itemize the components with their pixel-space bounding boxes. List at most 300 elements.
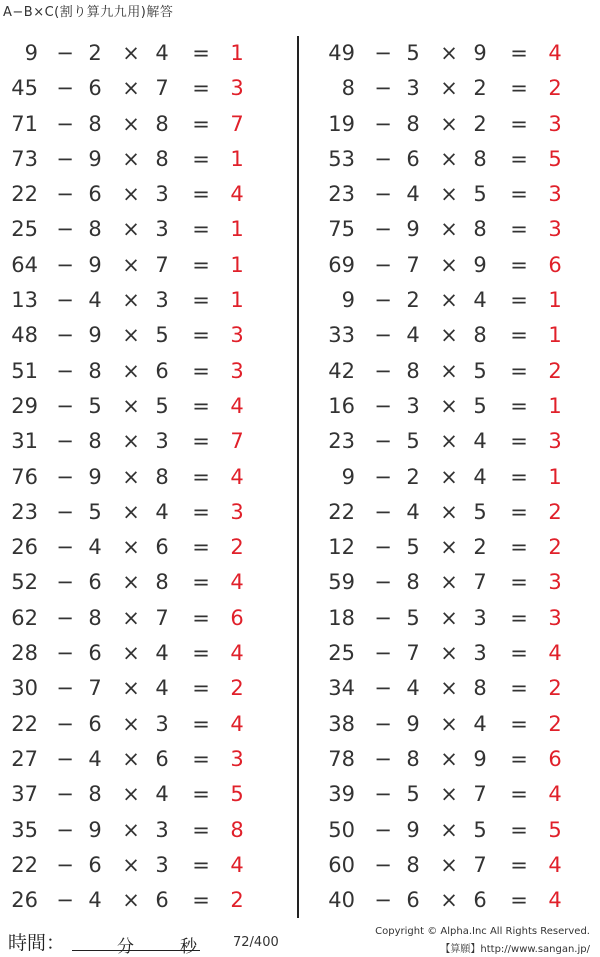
problem-row bbox=[0, 212, 290, 247]
times-sign: × bbox=[122, 288, 140, 313]
answer-number: 4 bbox=[230, 393, 244, 418]
multiplier-number: 4 bbox=[473, 711, 487, 736]
equals-sign: = bbox=[192, 358, 210, 383]
multiplicand-number: 2 bbox=[88, 41, 102, 65]
times-sign: × bbox=[122, 111, 140, 136]
minus-sign: − bbox=[56, 464, 74, 489]
times-sign: × bbox=[122, 429, 140, 454]
multiplicand-number: 4 bbox=[406, 182, 420, 207]
minus-sign: − bbox=[374, 429, 392, 454]
multiplier-number: 5 bbox=[473, 182, 487, 207]
multiplier-number: 8 bbox=[155, 570, 169, 595]
problem-row bbox=[318, 707, 600, 742]
multiplicand-number: 4 bbox=[88, 288, 102, 313]
times-sign: × bbox=[122, 76, 140, 101]
problem-row bbox=[0, 530, 290, 565]
times-sign: × bbox=[440, 782, 458, 807]
answer-number: 1 bbox=[548, 323, 562, 348]
multiplicand-number: 6 bbox=[88, 76, 102, 101]
times-sign: × bbox=[440, 570, 458, 595]
minus-sign: − bbox=[56, 358, 74, 383]
answer-number: 7 bbox=[230, 429, 244, 454]
multiplier-number: 2 bbox=[473, 535, 487, 560]
multiplier-number: 4 bbox=[473, 288, 487, 313]
multiplicand-number: 8 bbox=[406, 570, 420, 595]
minus-sign: − bbox=[56, 217, 74, 242]
multiplicand-number: 9 bbox=[406, 217, 420, 242]
answer-number: 3 bbox=[230, 76, 244, 101]
minuend-number: 23 bbox=[328, 182, 355, 207]
equals-sign: = bbox=[510, 746, 528, 771]
worksheet-title: A−B×C(割り算九九用)解答 bbox=[3, 5, 174, 20]
problem-row bbox=[318, 424, 600, 459]
minus-sign: − bbox=[374, 852, 392, 877]
minuend-number: 25 bbox=[11, 217, 38, 242]
minus-sign: − bbox=[56, 817, 74, 842]
minus-sign: − bbox=[374, 182, 392, 207]
answer-number: 3 bbox=[548, 570, 562, 595]
minuend-number: 78 bbox=[328, 746, 355, 771]
equals-sign: = bbox=[510, 535, 528, 560]
problem-row bbox=[0, 742, 290, 777]
equals-sign: = bbox=[192, 676, 210, 701]
problem-row bbox=[318, 354, 600, 389]
multiplier-number: 7 bbox=[473, 852, 487, 877]
times-sign: × bbox=[440, 535, 458, 560]
times-sign: × bbox=[440, 605, 458, 630]
minus-sign: − bbox=[374, 746, 392, 771]
multiplier-number: 5 bbox=[473, 358, 487, 383]
problem-row bbox=[318, 460, 600, 495]
multiplicand-number: 7 bbox=[88, 676, 102, 701]
minus-sign: − bbox=[56, 429, 74, 454]
minus-sign: − bbox=[56, 852, 74, 877]
equals-sign: = bbox=[510, 429, 528, 454]
multiplicand-number: 5 bbox=[88, 499, 102, 524]
equals-sign: = bbox=[192, 499, 210, 524]
minuend-number: 9 bbox=[341, 464, 355, 489]
multiplier-number: 3 bbox=[155, 182, 169, 207]
multiplicand-number: 8 bbox=[88, 217, 102, 242]
minuend-number: 59 bbox=[328, 570, 355, 595]
times-sign: × bbox=[122, 605, 140, 630]
equals-sign: = bbox=[510, 782, 528, 807]
minus-sign: − bbox=[56, 535, 74, 560]
minus-sign: − bbox=[56, 746, 74, 771]
multiplier-number: 5 bbox=[155, 323, 169, 348]
multiplicand-number: 3 bbox=[406, 76, 420, 101]
minus-sign: − bbox=[374, 570, 392, 595]
minuend-number: 8 bbox=[341, 76, 355, 101]
minutes-unit: 分 bbox=[117, 937, 134, 957]
multiplicand-number: 8 bbox=[88, 111, 102, 136]
minus-sign: − bbox=[56, 41, 74, 65]
multiplicand-number: 9 bbox=[88, 817, 102, 842]
answer-number: 4 bbox=[230, 182, 244, 207]
equals-sign: = bbox=[510, 711, 528, 736]
times-sign: × bbox=[122, 252, 140, 277]
minus-sign: − bbox=[56, 182, 74, 207]
minuend-number: 30 bbox=[11, 676, 38, 701]
multiplier-number: 5 bbox=[473, 499, 487, 524]
equals-sign: = bbox=[192, 888, 210, 913]
equals-sign: = bbox=[510, 146, 528, 171]
multiplier-number: 7 bbox=[155, 252, 169, 277]
page-number: 72/400 bbox=[233, 935, 279, 950]
answer-number: 3 bbox=[548, 182, 562, 207]
multiplicand-number: 2 bbox=[406, 288, 420, 313]
equals-sign: = bbox=[192, 641, 210, 666]
times-sign: × bbox=[440, 676, 458, 701]
problem-row bbox=[318, 389, 600, 424]
equals-sign: = bbox=[510, 570, 528, 595]
minuend-number: 40 bbox=[328, 888, 355, 913]
multiplicand-number: 4 bbox=[406, 323, 420, 348]
equals-sign: = bbox=[510, 217, 528, 242]
minus-sign: − bbox=[56, 605, 74, 630]
problem-row bbox=[318, 142, 600, 177]
minus-sign: − bbox=[374, 711, 392, 736]
multiplicand-number: 4 bbox=[88, 746, 102, 771]
times-sign: × bbox=[440, 888, 458, 913]
minuend-number: 75 bbox=[328, 217, 355, 242]
minus-sign: − bbox=[56, 499, 74, 524]
multiplicand-number: 9 bbox=[88, 464, 102, 489]
multiplier-number: 4 bbox=[155, 676, 169, 701]
answer-number: 4 bbox=[230, 711, 244, 736]
minus-sign: − bbox=[374, 393, 392, 418]
times-sign: × bbox=[122, 323, 140, 348]
answer-number: 6 bbox=[230, 605, 244, 630]
problem-row bbox=[0, 460, 290, 495]
multiplier-number: 8 bbox=[155, 146, 169, 171]
multiplier-number: 9 bbox=[473, 252, 487, 277]
answer-number: 3 bbox=[230, 358, 244, 383]
minuend-number: 53 bbox=[328, 146, 355, 171]
problem-row bbox=[0, 848, 290, 883]
multiplicand-number: 5 bbox=[406, 535, 420, 560]
multiplier-number: 5 bbox=[155, 393, 169, 418]
problem-row bbox=[0, 813, 290, 848]
equals-sign: = bbox=[510, 323, 528, 348]
minuend-number: 28 bbox=[11, 641, 38, 666]
minus-sign: − bbox=[374, 888, 392, 913]
times-sign: × bbox=[122, 852, 140, 877]
minuend-number: 73 bbox=[11, 146, 38, 171]
minuend-number: 22 bbox=[11, 711, 38, 736]
minus-sign: − bbox=[56, 288, 74, 313]
answer-number: 2 bbox=[548, 499, 562, 524]
times-sign: × bbox=[440, 817, 458, 842]
minuend-number: 22 bbox=[328, 499, 355, 524]
minuend-number: 52 bbox=[11, 570, 38, 595]
multiplicand-number: 6 bbox=[406, 888, 420, 913]
equals-sign: = bbox=[192, 746, 210, 771]
times-sign: × bbox=[122, 217, 140, 242]
problem-row bbox=[318, 212, 600, 247]
multiplicand-number: 6 bbox=[88, 570, 102, 595]
equals-sign: = bbox=[510, 817, 528, 842]
minus-sign: − bbox=[374, 464, 392, 489]
answer-number: 5 bbox=[548, 817, 562, 842]
answer-number: 3 bbox=[548, 429, 562, 454]
equals-sign: = bbox=[510, 182, 528, 207]
minuend-number: 27 bbox=[11, 746, 38, 771]
multiplier-number: 6 bbox=[155, 888, 169, 913]
multiplicand-number: 7 bbox=[406, 252, 420, 277]
answer-number: 6 bbox=[548, 746, 562, 771]
minus-sign: − bbox=[374, 217, 392, 242]
times-sign: × bbox=[440, 852, 458, 877]
minus-sign: − bbox=[374, 641, 392, 666]
equals-sign: = bbox=[192, 41, 210, 65]
times-sign: × bbox=[122, 888, 140, 913]
equals-sign: = bbox=[192, 464, 210, 489]
answer-number: 2 bbox=[548, 711, 562, 736]
minus-sign: − bbox=[374, 499, 392, 524]
minus-sign: − bbox=[374, 817, 392, 842]
equals-sign: = bbox=[510, 499, 528, 524]
multiplier-number: 5 bbox=[473, 393, 487, 418]
times-sign: × bbox=[440, 288, 458, 313]
answer-number: 4 bbox=[548, 782, 562, 807]
multiplier-number: 9 bbox=[473, 746, 487, 771]
answer-number: 1 bbox=[230, 146, 244, 171]
times-sign: × bbox=[122, 393, 140, 418]
multiplier-number: 6 bbox=[155, 535, 169, 560]
answer-number: 3 bbox=[230, 746, 244, 771]
times-sign: × bbox=[440, 41, 458, 65]
problem-row bbox=[0, 389, 290, 424]
minus-sign: − bbox=[374, 252, 392, 277]
minus-sign: − bbox=[374, 676, 392, 701]
problem-row bbox=[318, 71, 600, 106]
minuend-number: 18 bbox=[328, 605, 355, 630]
time-label: 時間： bbox=[8, 932, 66, 954]
problem-row bbox=[0, 601, 290, 636]
times-sign: × bbox=[122, 182, 140, 207]
problem-row bbox=[318, 495, 600, 530]
times-sign: × bbox=[440, 358, 458, 383]
times-sign: × bbox=[122, 358, 140, 383]
equals-sign: = bbox=[192, 393, 210, 418]
equals-sign: = bbox=[510, 111, 528, 136]
minus-sign: − bbox=[374, 358, 392, 383]
minus-sign: − bbox=[56, 393, 74, 418]
multiplier-number: 8 bbox=[473, 217, 487, 242]
times-sign: × bbox=[440, 111, 458, 136]
problem-row bbox=[0, 142, 290, 177]
minus-sign: − bbox=[56, 782, 74, 807]
minus-sign: − bbox=[56, 711, 74, 736]
answer-number: 4 bbox=[548, 641, 562, 666]
times-sign: × bbox=[440, 146, 458, 171]
minuend-number: 12 bbox=[328, 535, 355, 560]
minuend-number: 50 bbox=[328, 817, 355, 842]
minuend-number: 62 bbox=[11, 605, 38, 630]
answer-number: 8 bbox=[230, 817, 244, 842]
multiplicand-number: 9 bbox=[406, 711, 420, 736]
times-sign: × bbox=[122, 641, 140, 666]
multiplier-number: 4 bbox=[473, 429, 487, 454]
minus-sign: − bbox=[56, 111, 74, 136]
equals-sign: = bbox=[510, 393, 528, 418]
answer-number: 2 bbox=[548, 76, 562, 101]
answer-number: 4 bbox=[230, 570, 244, 595]
equals-sign: = bbox=[510, 605, 528, 630]
minuend-number: 48 bbox=[11, 323, 38, 348]
times-sign: × bbox=[122, 535, 140, 560]
answer-number: 4 bbox=[548, 852, 562, 877]
equals-sign: = bbox=[192, 782, 210, 807]
equals-sign: = bbox=[510, 852, 528, 877]
multiplicand-number: 6 bbox=[88, 182, 102, 207]
answer-number: 3 bbox=[548, 217, 562, 242]
multiplier-number: 3 bbox=[155, 852, 169, 877]
minuend-number: 69 bbox=[328, 252, 355, 277]
equals-sign: = bbox=[192, 288, 210, 313]
minuend-number: 29 bbox=[11, 393, 38, 418]
equals-sign: = bbox=[510, 888, 528, 913]
times-sign: × bbox=[122, 676, 140, 701]
times-sign: × bbox=[440, 641, 458, 666]
minuend-number: 22 bbox=[11, 182, 38, 207]
times-sign: × bbox=[122, 499, 140, 524]
answer-number: 1 bbox=[230, 288, 244, 313]
multiplicand-number: 6 bbox=[88, 852, 102, 877]
times-sign: × bbox=[440, 323, 458, 348]
minuend-number: 37 bbox=[11, 782, 38, 807]
equals-sign: = bbox=[510, 641, 528, 666]
multiplicand-number: 7 bbox=[406, 641, 420, 666]
right-problem-column bbox=[318, 36, 600, 918]
problem-row bbox=[318, 318, 600, 353]
minus-sign: − bbox=[374, 146, 392, 171]
minus-sign: − bbox=[56, 570, 74, 595]
minus-sign: − bbox=[56, 641, 74, 666]
multiplicand-number: 8 bbox=[88, 605, 102, 630]
answer-number: 5 bbox=[230, 782, 244, 807]
multiplicand-number: 4 bbox=[88, 535, 102, 560]
multiplier-number: 8 bbox=[155, 464, 169, 489]
answer-number: 3 bbox=[230, 499, 244, 524]
multiplicand-number: 9 bbox=[406, 817, 420, 842]
problem-row bbox=[0, 707, 290, 742]
equals-sign: = bbox=[192, 323, 210, 348]
multiplicand-number: 8 bbox=[88, 782, 102, 807]
answer-number: 1 bbox=[230, 41, 244, 65]
multiplicand-number: 8 bbox=[88, 429, 102, 454]
multiplier-number: 3 bbox=[473, 641, 487, 666]
multiplier-number: 9 bbox=[473, 41, 487, 65]
multiplicand-number: 4 bbox=[406, 499, 420, 524]
multiplicand-number: 5 bbox=[406, 782, 420, 807]
equals-sign: = bbox=[192, 535, 210, 560]
answer-number: 4 bbox=[548, 888, 562, 913]
problem-row bbox=[318, 848, 600, 883]
problem-row bbox=[0, 424, 290, 459]
multiplier-number: 4 bbox=[155, 499, 169, 524]
answer-number: 1 bbox=[548, 288, 562, 313]
answer-number: 2 bbox=[230, 676, 244, 701]
times-sign: × bbox=[122, 464, 140, 489]
equals-sign: = bbox=[192, 217, 210, 242]
problem-row bbox=[0, 565, 290, 600]
problem-row bbox=[0, 354, 290, 389]
minuend-number: 39 bbox=[328, 782, 355, 807]
problem-row bbox=[0, 777, 290, 812]
times-sign: × bbox=[440, 393, 458, 418]
multiplicand-number: 6 bbox=[88, 641, 102, 666]
multiplier-number: 8 bbox=[473, 676, 487, 701]
minuend-number: 22 bbox=[11, 852, 38, 877]
minus-sign: − bbox=[56, 252, 74, 277]
minuend-number: 13 bbox=[11, 288, 38, 313]
minus-sign: − bbox=[374, 111, 392, 136]
multiplicand-number: 4 bbox=[406, 676, 420, 701]
equals-sign: = bbox=[510, 358, 528, 383]
multiplier-number: 6 bbox=[155, 358, 169, 383]
problem-row bbox=[318, 601, 600, 636]
minuend-number: 45 bbox=[11, 76, 38, 101]
times-sign: × bbox=[440, 711, 458, 736]
minuend-number: 9 bbox=[24, 41, 38, 65]
problem-row bbox=[318, 248, 600, 283]
times-sign: × bbox=[122, 817, 140, 842]
equals-sign: = bbox=[510, 288, 528, 313]
answer-number: 1 bbox=[230, 252, 244, 277]
site-url: 【算願】http://www.sangan.jp/ bbox=[440, 944, 590, 955]
multiplier-number: 3 bbox=[155, 429, 169, 454]
minus-sign: − bbox=[374, 41, 392, 65]
problem-row bbox=[318, 36, 600, 71]
answer-number: 2 bbox=[548, 676, 562, 701]
equals-sign: = bbox=[510, 41, 528, 65]
problem-row bbox=[318, 565, 600, 600]
minus-sign: − bbox=[56, 888, 74, 913]
multiplier-number: 3 bbox=[155, 288, 169, 313]
multiplier-number: 4 bbox=[155, 641, 169, 666]
problem-row bbox=[0, 636, 290, 671]
minuend-number: 71 bbox=[11, 111, 38, 136]
times-sign: × bbox=[122, 146, 140, 171]
minuend-number: 64 bbox=[11, 252, 38, 277]
minus-sign: − bbox=[56, 323, 74, 348]
answer-number: 2 bbox=[548, 358, 562, 383]
minuend-number: 35 bbox=[11, 817, 38, 842]
minuend-number: 19 bbox=[328, 111, 355, 136]
minuend-number: 23 bbox=[328, 429, 355, 454]
problem-row bbox=[318, 671, 600, 706]
minuend-number: 25 bbox=[328, 641, 355, 666]
copyright-text: Copyright © Alpha.Inc All Rights Reserved. bbox=[375, 926, 590, 937]
problem-row bbox=[318, 636, 600, 671]
multiplicand-number: 6 bbox=[88, 711, 102, 736]
seconds-unit: 秒 bbox=[180, 937, 197, 957]
answer-number: 3 bbox=[548, 605, 562, 630]
equals-sign: = bbox=[192, 252, 210, 277]
multiplier-number: 4 bbox=[155, 41, 169, 65]
minus-sign: − bbox=[56, 76, 74, 101]
multiplicand-number: 8 bbox=[406, 746, 420, 771]
multiplier-number: 7 bbox=[473, 570, 487, 595]
problem-row bbox=[0, 177, 290, 212]
problem-row bbox=[318, 177, 600, 212]
times-sign: × bbox=[122, 782, 140, 807]
equals-sign: = bbox=[192, 146, 210, 171]
times-sign: × bbox=[440, 499, 458, 524]
multiplier-number: 2 bbox=[473, 76, 487, 101]
